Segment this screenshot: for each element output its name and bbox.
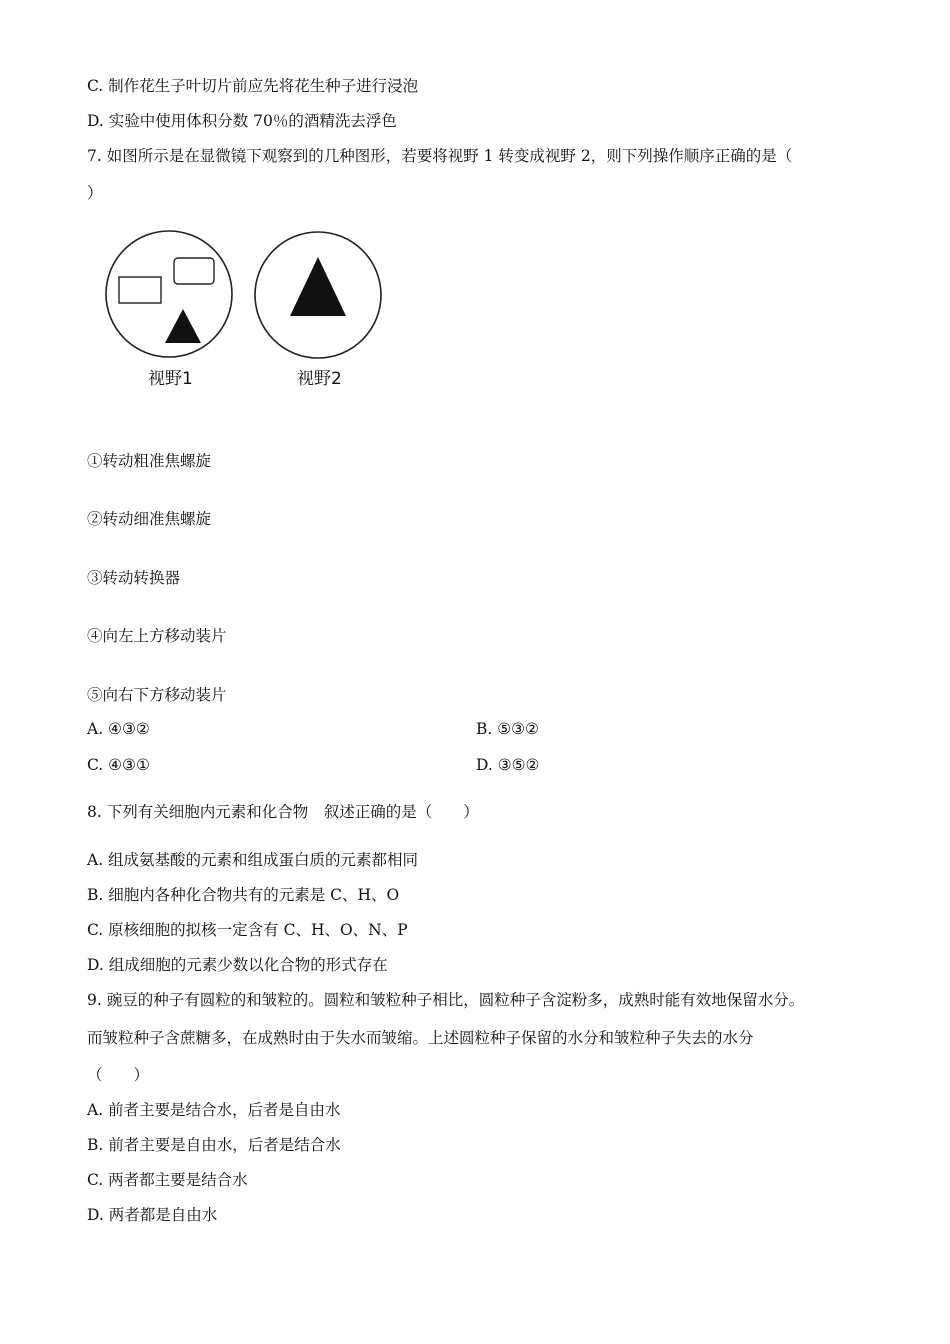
field-of-view-1-label: 视野1 (148, 369, 193, 389)
q9-option-b: B. 前者主要是自由水，后者是结合水 (87, 1136, 341, 1154)
q8-option-a: A. 组成氨基酸的元素和组成蛋白质的元素都相同 (87, 851, 419, 869)
q7-stem-line2: ） (87, 184, 103, 202)
q8-option-b: B. 细胞内各种化合物共有的元素是 C、H、O (87, 886, 400, 904)
field-of-view-1 (106, 231, 232, 357)
q7-step: ③转动转换器 (87, 569, 181, 587)
q7-option-d: D. ③⑤② (476, 756, 540, 774)
q9-stem-line1: 9. 豌豆的种子有圆粒的和皱粒的。圆粒和皱粒种子相比，圆粒种子含淀粉多，成熟时能有效地保留水分。 (87, 991, 805, 1009)
q9-option-a: A. 前者主要是结合水，后者是自由水 (87, 1101, 341, 1119)
q8-option-d: D. 组成细胞的元素少数以化合物的形式存在 (87, 956, 388, 974)
q7-step: ④向左上方移动装片 (87, 627, 227, 645)
microscope-views-diagram (100, 226, 400, 366)
field-of-view-2-label: 视野2 (297, 369, 342, 389)
q8-stem: 8. 下列有关细胞内元素和化合物 叙述正确的是（ ） (87, 803, 479, 821)
q6-option-c: C. 制作花生子叶切片前应先将花生种子进行浸泡 (87, 77, 419, 95)
q7-option-b: B. ⑤③② (476, 720, 539, 738)
q7-option-c: C. ④③① (87, 756, 150, 774)
q8-option-c: C. 原核细胞的拟核一定含有 C、H、O、N、P (87, 921, 408, 939)
q9-stem-line3: （ ） (87, 1066, 150, 1084)
microscope-figure (100, 226, 400, 396)
q7-stem-line1: 7. 如图所示是在显微镜下观察到的几种图形，若要将视野 1 转变成视野 2，则下列操作顺序正确的是（ (87, 147, 793, 165)
q9-option-c: C. 两者都主要是结合水 (87, 1171, 248, 1189)
q6-option-d: D. 实验中使用体积分数 70％的酒精洗去浮色 (87, 112, 397, 130)
field-of-view-2 (255, 232, 381, 358)
q7-option-a: A. ④③② (87, 720, 150, 738)
q7-step: ②转动细准焦螺旋 (87, 510, 212, 528)
q9-stem-line2: 而皱粒种子含蔗糖多，在成熟时由于失水而皱缩。上述圆粒种子保留的水分和皱粒种子失去的水分 (87, 1029, 754, 1047)
q7-step: ①转动粗准焦螺旋 (87, 452, 212, 470)
q7-step: ⑤向右下方移动装片 (87, 686, 227, 704)
q9-option-d: D. 两者都是自由水 (87, 1206, 218, 1224)
